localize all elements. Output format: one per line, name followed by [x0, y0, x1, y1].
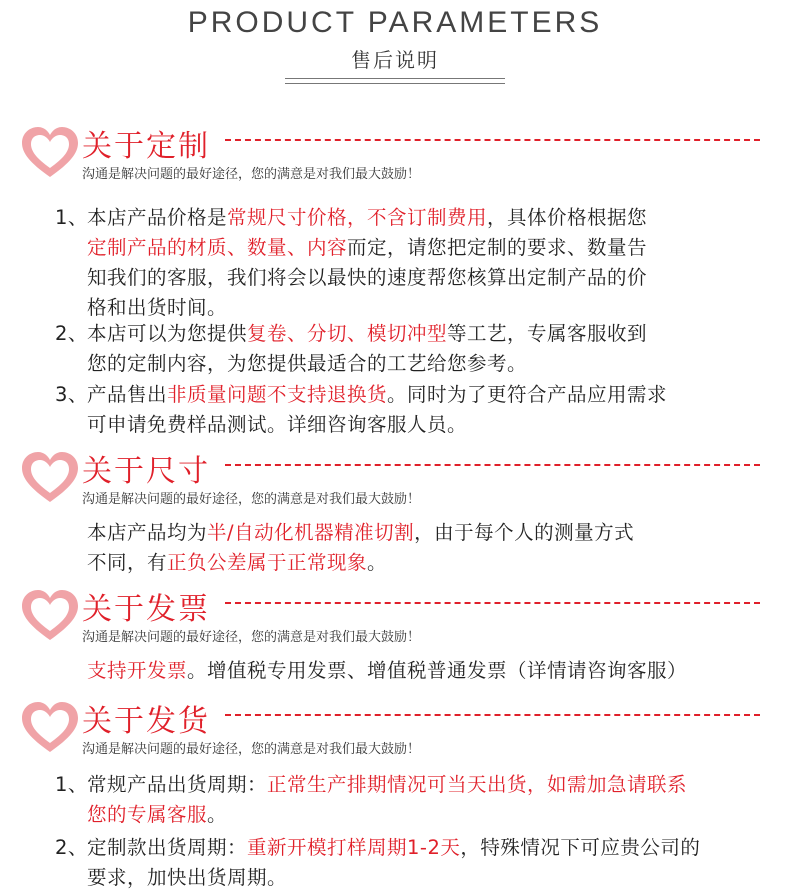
- body-text: 定制款出货周期：: [87, 836, 248, 859]
- section-header: [20, 588, 760, 648]
- section-tagline: 沟通是解决问题的最好途径，您的满意是对我们最大鼓励！: [82, 630, 421, 645]
- paragraph-line: [87, 319, 770, 349]
- item-number: 3、: [55, 383, 88, 406]
- page-subtitle: 售后说明: [351, 48, 439, 72]
- body-text: 本店产品均为: [87, 521, 208, 544]
- body-text: 。增值税专用发票、增值税普通发票（详情请咨询客服）: [187, 659, 688, 682]
- body-text: 。: [367, 551, 388, 574]
- section-paragraph: [87, 656, 770, 686]
- section-title: 关于发货: [82, 704, 210, 739]
- section-tagline: 沟通是解决问题的最好途径，您的满意是对我们最大鼓励！: [82, 742, 421, 757]
- heart-icon: [20, 588, 80, 644]
- section-header: [20, 700, 760, 760]
- body-text: ，特殊情况下可应贵公司的: [460, 836, 701, 859]
- paragraph-line: [87, 833, 770, 863]
- paragraph-line: [87, 410, 770, 440]
- section-divider: [225, 602, 760, 604]
- body-text: ，具体价格根据您: [487, 206, 648, 229]
- section-divider: [225, 139, 760, 141]
- body-text: 可申请免费样品测试。详细咨询客服人员。: [87, 413, 468, 436]
- section-paragraph: [87, 380, 770, 440]
- body-text: 您的定制内容，为您提供最适合的工艺给您参考。: [87, 352, 528, 375]
- paragraph-line: [87, 349, 770, 379]
- highlight-text: 常规尺寸价格，不含订制费用: [227, 206, 488, 229]
- heart-icon: [20, 450, 80, 506]
- section-title: 关于发票: [82, 592, 210, 627]
- paragraph-line: [87, 233, 770, 263]
- body-text: 要求，加快出货周期。: [87, 866, 288, 889]
- section-paragraph: [87, 319, 770, 379]
- body-text: 格和出货时间。: [87, 296, 228, 319]
- body-text: ，由于每个人的测量方式: [414, 521, 635, 544]
- highlight-text: 复卷、分切、模切冲型: [247, 322, 448, 345]
- paragraph-line: [87, 548, 770, 578]
- body-text: 不同，有: [87, 551, 168, 574]
- section-title: 关于定制: [82, 129, 210, 164]
- item-number: 2、: [55, 322, 88, 345]
- heart-icon: [20, 700, 80, 756]
- section-paragraph: [87, 833, 770, 893]
- section-divider: [225, 464, 760, 466]
- section-header: [20, 125, 760, 185]
- body-text: 等工艺，专属客服收到: [447, 322, 648, 345]
- body-text: 产品售出: [87, 383, 168, 406]
- section-paragraph: [87, 518, 770, 578]
- body-text: 。: [207, 803, 228, 826]
- section-divider: [225, 714, 760, 716]
- highlight-text: 重新开模打样周期1-2天: [247, 836, 461, 859]
- highlight-text: 非质量问题不支持退换货: [167, 383, 388, 406]
- highlight-text: 支持开发票: [87, 659, 188, 682]
- body-text: 。同时为了更符合产品应用需求: [387, 383, 668, 406]
- section-tagline: 沟通是解决问题的最好途径，您的满意是对我们最大鼓励！: [82, 492, 421, 507]
- body-text: 常规产品出货周期：: [87, 773, 268, 796]
- section-paragraph: [87, 203, 770, 323]
- page-title: PRODUCT PARAMETERS: [187, 6, 603, 39]
- paragraph-line: [87, 800, 770, 830]
- body-text: 而定，请您把定制的要求、数量告: [347, 236, 648, 259]
- paragraph-line: [87, 656, 770, 686]
- paragraph-line: [87, 863, 770, 893]
- paragraph-line: [87, 518, 770, 548]
- highlight-text: 定制产品的材质、数量、内容: [87, 236, 348, 259]
- paragraph-line: [87, 770, 770, 800]
- highlight-text: 半/自动化机器精准切割: [207, 521, 415, 544]
- highlight-text: 您的专属客服: [87, 803, 208, 826]
- body-text: 本店可以为您提供: [87, 322, 248, 345]
- item-number: 1、: [55, 773, 88, 796]
- body-text: 本店产品价格是: [87, 206, 228, 229]
- item-number: 1、: [55, 206, 88, 229]
- paragraph-line: [87, 203, 770, 233]
- section-paragraph: [87, 770, 770, 830]
- highlight-text: 正负公差属于正常现象: [167, 551, 368, 574]
- item-number: 2、: [55, 836, 88, 859]
- paragraph-line: [87, 263, 770, 293]
- section-title: 关于尺寸: [82, 454, 210, 489]
- body-text: 知我们的客服，我们将会以最快的速度帮您核算出定制产品的价: [87, 266, 648, 289]
- header-divider-bottom: [285, 83, 505, 84]
- section-tagline: 沟通是解决问题的最好途径，您的满意是对我们最大鼓励！: [82, 167, 421, 182]
- section-header: [20, 450, 760, 510]
- heart-icon: [20, 125, 80, 181]
- header-divider-top: [285, 78, 505, 79]
- highlight-text: 正常生产排期情况可当天出货，如需加急请联系: [267, 773, 688, 796]
- paragraph-line: [87, 380, 770, 410]
